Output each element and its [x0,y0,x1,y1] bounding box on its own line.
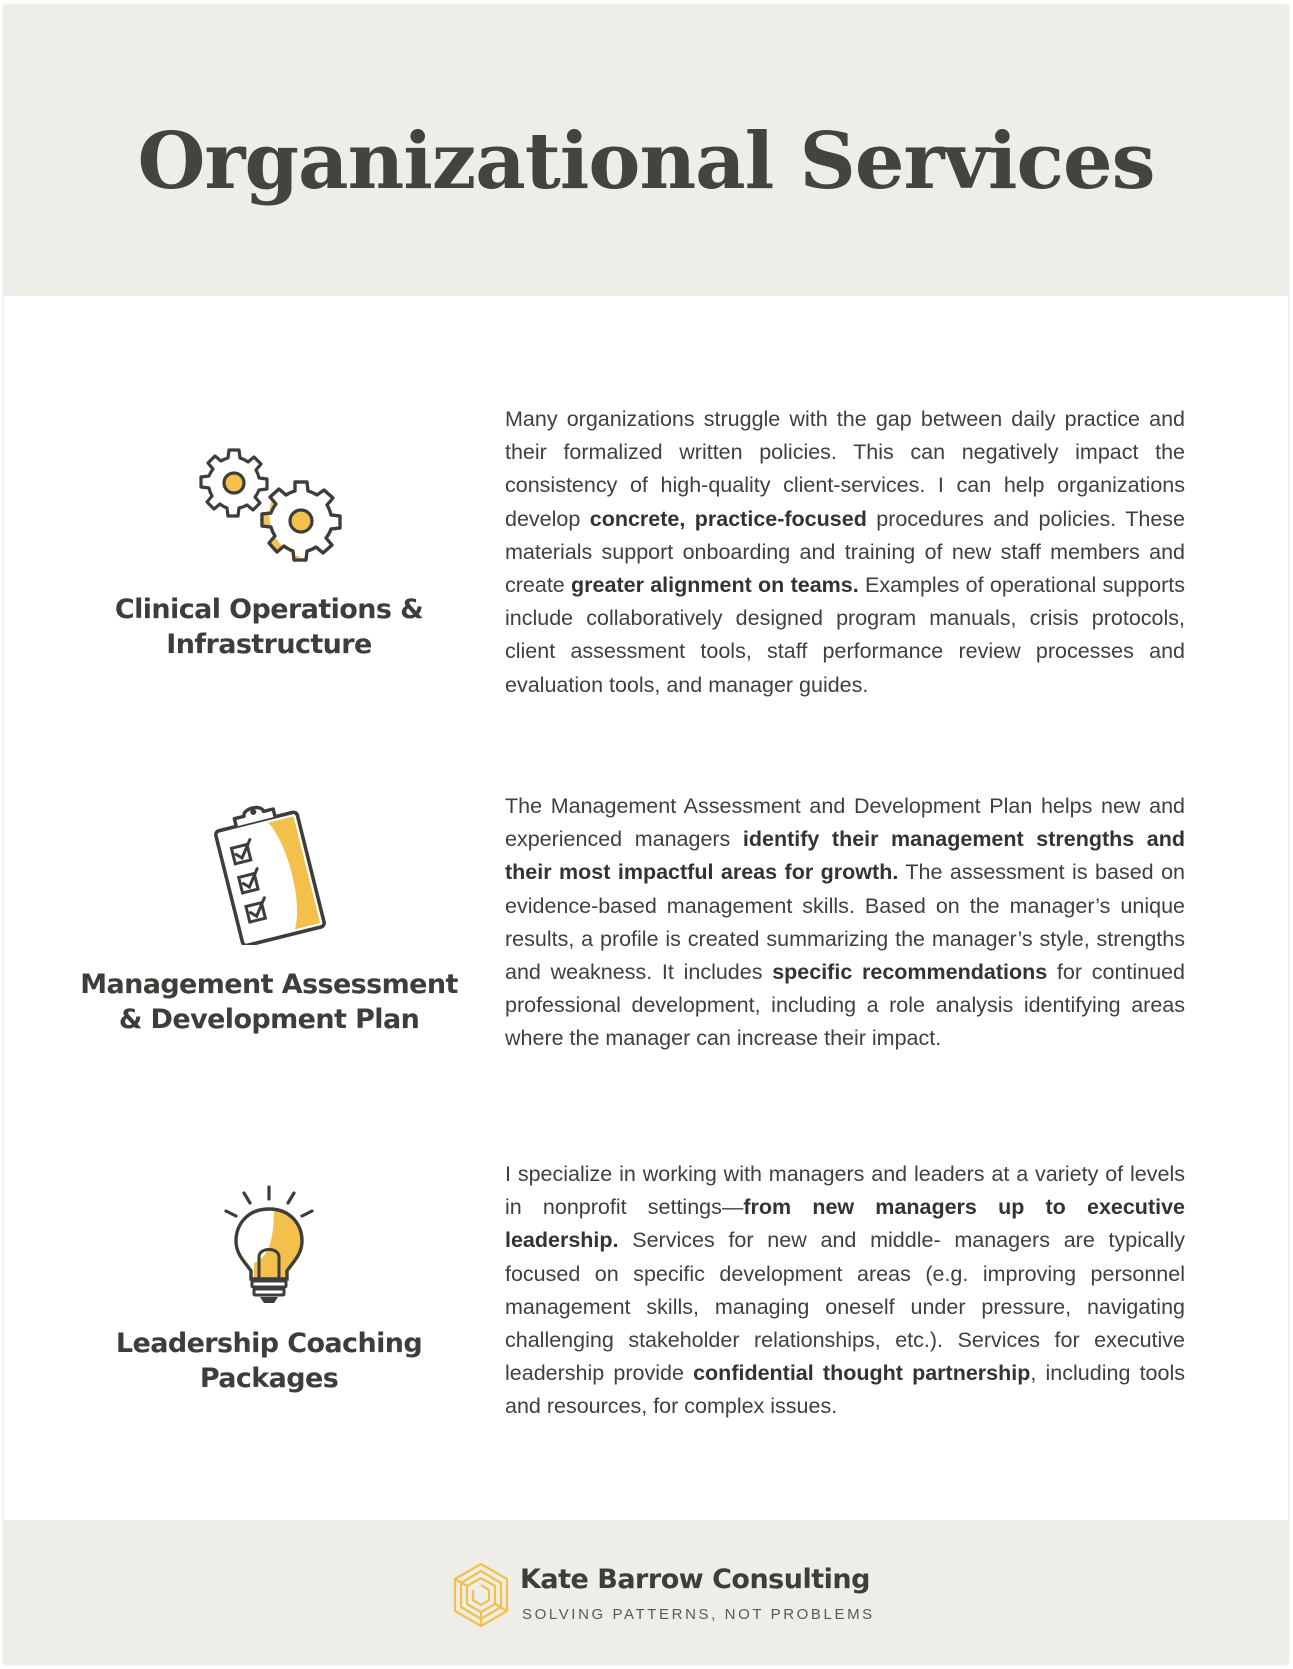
text-run-bold: specific recommendations [772,960,1048,985]
page-header [4,5,1288,296]
text-run: Services for new and middle- managers are typically focused on specific development areas (e.g. improving personnel management skills, managing oneself under pressure, navigating challenging stakeholder relationships, etc.). Services for executive leadership provide [505,1228,1185,1386]
brand-name: Kate Barrow Consulting [520,1564,870,1595]
text-run-bold: from new managers up to executive leadership. [505,1195,1185,1253]
section-description [505,1158,1185,1424]
text-run-bold: concrete, practice-focused [589,506,867,531]
lightbulb-icon [154,1183,384,1307]
text-run-bold: greater alignment on teams. [571,573,859,598]
section-description [505,403,1185,702]
text-run: procedures and policies. These materials support onboarding and training of new staff members and create [505,506,1186,598]
text-run: for continued professional development, including a role analysis identifying areas where the manager can increase their impact. [505,960,1185,1051]
section-title-line: Packages [199,1363,339,1394]
section-title-line: Clinical Operations & [114,594,424,625]
gears-icon [154,441,384,566]
text-run: The assessment is based on evidence-based management skills. Based on the manager’s unique results, a profile is created summarizing the manager’s style, strengths and weakness. It includes [505,860,1185,985]
text-run: Many organizations struggle with the gap between daily practice and their formalized written policies. This can negatively impact the consistency of high-quality client-services. I can help organizations develop [505,407,1185,531]
section-description [505,790,1185,1056]
brand-tagline: SOLVING PATTERNS, NOT PROBLEMS [522,1606,875,1623]
section-title [74,592,464,662]
section-title-line: Management Assessment [80,969,458,1000]
section-title-line: Leadership Coaching [115,1328,423,1359]
section-title-line: & Development Plan [118,1004,420,1035]
text-run-bold: identify their management strengths and their most impactful areas for growth. [505,827,1185,885]
section-title-line: Infrastructure [166,629,372,660]
text-run: I specialize in working with managers and leaders at a variety of levels in nonprofit settings— [505,1162,1185,1220]
hexagon-logo-icon [452,1562,510,1633]
text-run: Examples of operational supports include collaboratively designed program manuals, crisis protocols, client assessment tools, staff performance review processes and evaluation tools, and manager guides. [505,573,1186,697]
page-title: Organizational Services [137,116,1155,207]
section-title [74,1326,464,1396]
text-run-bold: confidential thought partnership [693,1361,1031,1386]
page [4,5,1288,1664]
text-run: , including tools and resources, for complex issues. [505,1361,1185,1419]
section-title [74,967,464,1037]
clipboard-checklist-icon [154,800,384,945]
page-footer [4,1520,1288,1664]
text-run: The Management Assessment and Development Plan helps new and experienced managers [505,794,1185,852]
